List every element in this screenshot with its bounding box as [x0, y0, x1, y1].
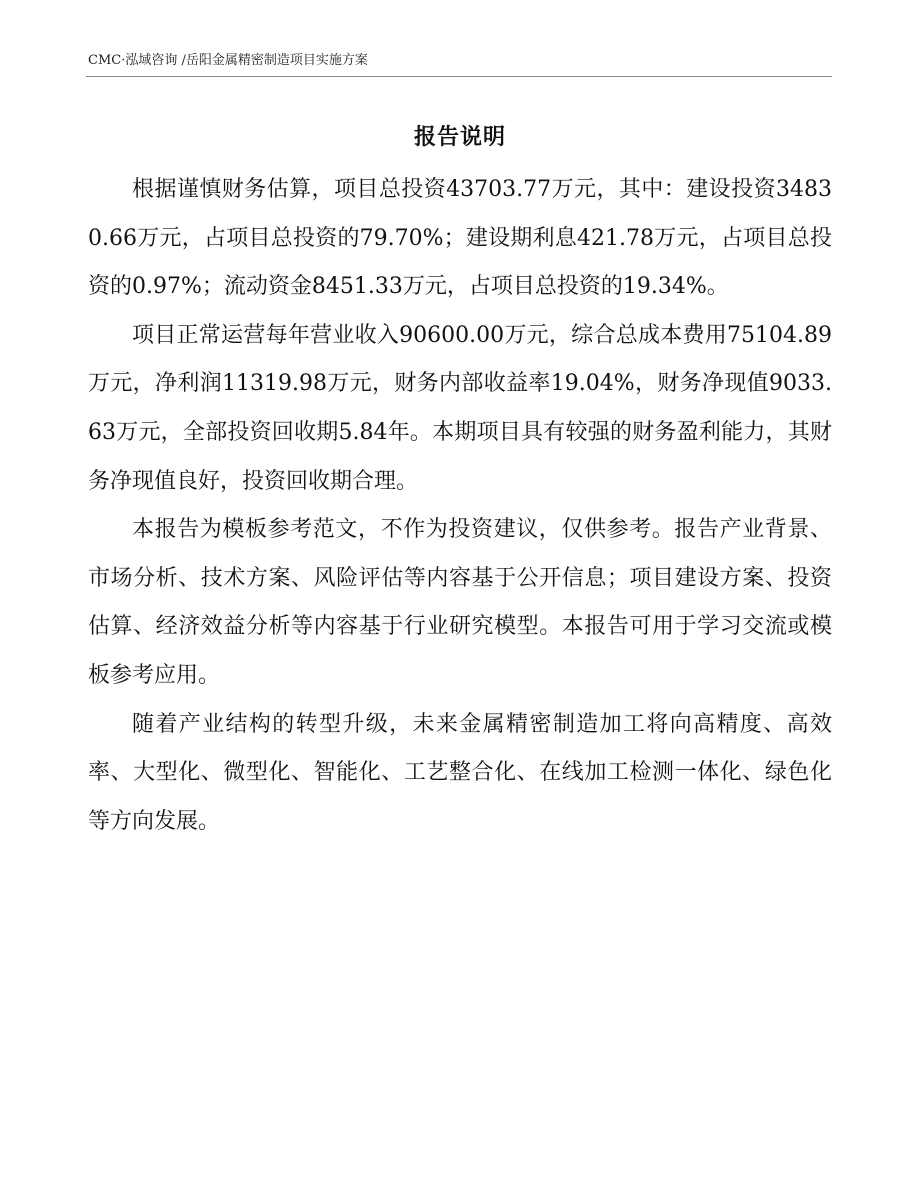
page-title: 报告说明	[413, 124, 506, 150]
paragraph-disclaimer: 本报告为模板参考范文，不作为投资建议，仅供参考。报告产业背景、市场分析、技术方案、风险评估等内容基于公开信息；项目建设方案、投资估算、经济效益分析等内容基于行业研究模型。本报告可用于学习交流或模板参考应用。	[88, 517, 832, 688]
paragraph-investment: 根据谨慎财务估算，项目总投资43703.77万元，其中：建设投资34830.66万元，占项目总投资的79.70%；建设期利息421.78万元，占项目总投资的0.97%；流动资金8451.33万元，占项目总投资的19.34%。	[88, 177, 832, 300]
paragraph-trends: 随着产业结构的转型升级，未来金属精密制造加工将向高精度、高效率、大型化、微型化、智能化、工艺整合化、在线加工检测一体化、绿色化等方向发展。	[88, 711, 832, 834]
paragraph-operations: 项目正常运营每年营业收入90600.00万元，综合总成本费用75104.89万元，净利润11319.98万元，财务内部收益率19.04%，财务净现值9033.63万元，全部投资回收期5.84年。本期项目具有较强的财务盈利能力，其财务净现值良好，投资回收期合理。	[88, 322, 832, 494]
running-header: CMC·泓域咨询 /岳阳金属精密制造项目实施方案	[88, 53, 368, 68]
header-divider	[86, 76, 832, 77]
document-body	[88, 166, 832, 846]
